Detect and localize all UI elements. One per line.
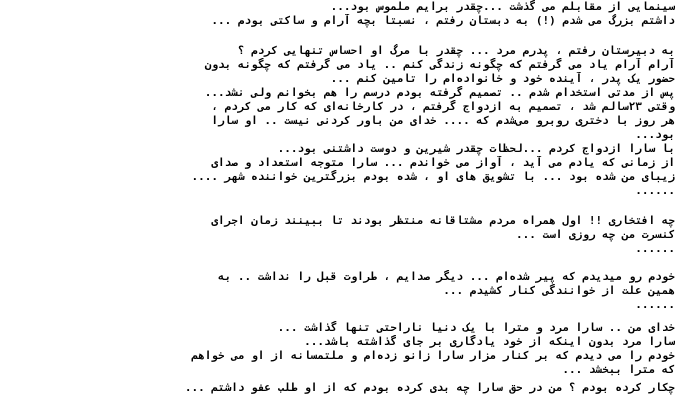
- text-line: حضور یک پدر ، آینده خود و خانواده‌ام را تامین کنم ...: [330, 72, 675, 85]
- text-line: زیبای من شده بود ... با تشویق های او ، شده بودم بزرگترین خواننده شهر ....: [191, 170, 675, 183]
- text-line: که مترا ببخشد ...: [562, 363, 675, 376]
- text-line: هر روز با دختری روبرو می‌شدم که .... خدای من باور کردنی نیست .. او سارا: [211, 114, 675, 127]
- text-line: خودم رو میدیدم که پیر شده‌ام ... دیگر صدایم ، طراوت قبل را نداشت .. به: [218, 270, 675, 283]
- text-line: خدای من .. سارا مرد و مترا با یک دنیا ناراحتی تنها گذاشت ...: [277, 321, 675, 334]
- text-line: سینمایی از مقابلم می گذشت ...چقدر برایم ملموس بود...: [330, 0, 675, 13]
- text-line: چکار کرده بودم ؟ من در حق سارا چه بدی کرده بودم که از او طلب عفو داشتم ...: [184, 381, 675, 394]
- text-line: چه افتخاری !! اول همراه مردم مشتاقانه منتظر بودند تا ببینند زمان اجرای: [211, 214, 675, 227]
- text-line: داشتم بزرگ می شدم (!) به دبستان رفتم ، نسبتا بچه آرام و ساکتی بودم ...: [211, 14, 675, 27]
- text-line: همین علت از خوانندگی کنار کشیدم ...: [443, 284, 675, 297]
- text-line: آرام آرام یاد می گرفتم که چگونه زندگی کنم .. یاد می گرفتم که چگونه بدون: [204, 58, 675, 71]
- text-line: خودم را می دیدم که بر کنار مزار سارا زانو زده‌ام و ملتمسانه از او می خواهم: [191, 349, 675, 362]
- separator-dots: ......: [635, 298, 675, 311]
- separator-dots: ......: [635, 242, 675, 255]
- text-line: سارا مرد بدون اینکه از خود یادگاری بر جای گذاشته باشد...: [304, 335, 675, 348]
- blank-line: [0, 28, 675, 42]
- text-line: با سارا ازدواج کردم ...لحظات چقدر شیرین و دوست داشتنی بود...: [277, 142, 675, 155]
- text-line: پس از مدتی استخدام شدم .. تصمیم گرفته بودم درسم را هم بخوانم ولی نشد...: [204, 86, 675, 99]
- text-line: به دبیرستان رفتم ، پدرم مرد ... چقدر با مرگ او احساس تنهایی کردم ؟: [237, 44, 675, 57]
- separator-dots: ......: [635, 184, 675, 197]
- text-line: بود...: [635, 128, 675, 141]
- text-line: وقتی ۲۳سالم شد ، تصمیم به ازدواج گرفتم ، در کارخانه‌ای که کار می کردم ،: [211, 100, 675, 113]
- text-line: از زمانی که یادم می آید ، آواز می خواندم ... سارا متوجه استعداد و صدای: [211, 156, 675, 169]
- text-line: کنسرت من چه روزی است ...: [516, 228, 675, 241]
